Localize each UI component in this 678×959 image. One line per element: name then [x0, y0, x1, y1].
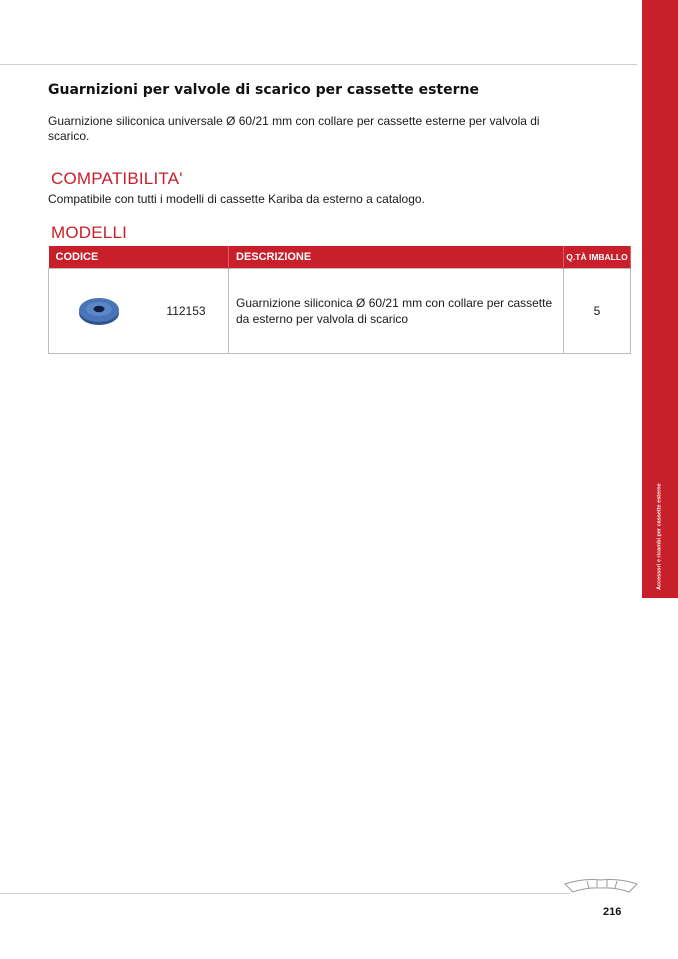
footer-ornament-icon — [563, 876, 639, 898]
product-image — [49, 269, 150, 354]
column-header-qty: Q.TÀ IMBALLO — [564, 246, 631, 269]
table-row — [49, 269, 631, 354]
gasket-image-icon — [76, 294, 122, 328]
product-qty: 5 — [564, 269, 631, 354]
compatibility-text: Compatibile con tutti i modelli di cassette Kariba da esterno a catalogo. — [48, 192, 425, 206]
column-header-code: CODICE — [49, 246, 229, 269]
column-header-description: DESCRIZIONE — [229, 246, 564, 269]
side-tab-label: Accessori e ricambi per cassette esterne — [656, 483, 663, 590]
product-code: 112153 — [149, 269, 229, 354]
top-divider — [0, 64, 637, 65]
compatibility-heading: COMPATIBILITA' — [51, 169, 183, 188]
page-title: Guarnizioni per valvole di scarico per cassette esterne — [48, 82, 479, 98]
page-number: 216 — [603, 906, 622, 918]
models-table — [48, 246, 631, 354]
intro-text: Guarnizione siliconica universale Ø 60/21 mm con collare per cassette esterne per valvola di scarico. — [48, 114, 540, 143]
table-header-row — [49, 246, 631, 269]
bottom-divider — [0, 893, 570, 894]
product-description: Guarnizione siliconica Ø 60/21 mm con collare per cassette da esterno per valvola di scarico — [229, 269, 564, 354]
models-heading: MODELLI — [51, 223, 128, 242]
